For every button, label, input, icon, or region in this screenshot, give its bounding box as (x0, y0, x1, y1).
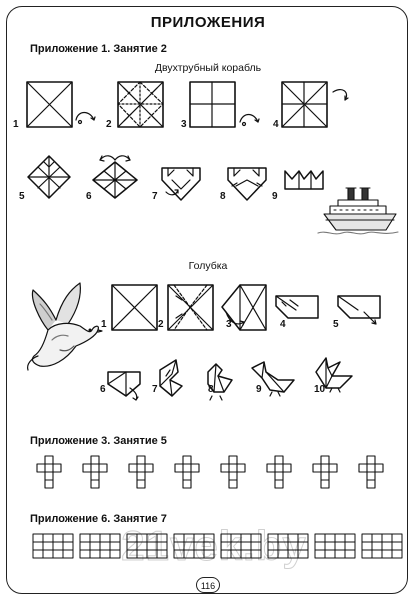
ship-fold-1 (27, 82, 72, 127)
dove-fold-2 (168, 285, 213, 330)
rotate-arrow-icon (333, 90, 348, 100)
dove-step-5: 5 (333, 319, 339, 330)
ship-step-8: 8 (220, 191, 226, 202)
ship-fold-7 (162, 168, 200, 200)
dove-step-4: 4 (280, 319, 286, 330)
dove-fold-7 (160, 360, 182, 396)
dove-fold-9 (252, 362, 294, 396)
dove-step-9: 9 (256, 384, 262, 395)
ship-fold-6 (93, 156, 137, 198)
ship-step-4: 4 (273, 119, 279, 130)
ship-caption: Двухтрубный корабль (154, 62, 262, 74)
ship-fold-8 (228, 168, 266, 200)
ship-fold-5 (28, 156, 70, 198)
ship-step-9: 9 (272, 191, 278, 202)
ship-fold-9 (285, 171, 323, 189)
cube-nets (37, 456, 383, 488)
dove-step-6: 6 (100, 384, 106, 395)
dove-fold-6 (108, 372, 140, 400)
page-title: ПРИЛОЖЕНИЯ (150, 14, 266, 31)
dove-step-3: 3 (226, 319, 232, 330)
grid-tables (33, 534, 402, 558)
dove-illustration (28, 283, 102, 370)
dove-fold-8 (208, 364, 232, 400)
ship-step-7: 7 (152, 191, 158, 202)
ship-illustration (318, 188, 398, 234)
flip-arrow-icon (240, 115, 259, 126)
dove-caption: Голубка (188, 260, 228, 272)
dove-fold-10 (316, 358, 352, 392)
page-number: 116 (196, 577, 220, 593)
ship-step-5: 5 (19, 191, 25, 202)
dove-fold-4 (276, 296, 318, 318)
dove-step-2: 2 (158, 319, 164, 330)
dove-fold-3 (222, 285, 266, 330)
flip-arrow-icon (76, 113, 95, 124)
ship-fold-2 (118, 82, 163, 127)
dove-fold-1 (112, 285, 157, 330)
dove-step-10: 10 (314, 384, 326, 395)
section4-heading: Приложение 6. Занятие 7 (30, 513, 167, 525)
dove-step-8: 8 (208, 384, 214, 395)
dove-step-1: 1 (101, 319, 107, 330)
dove-fold-5 (338, 296, 380, 324)
dove-step-7: 7 (152, 384, 158, 395)
section1-heading: Приложение 1. Занятие 2 (30, 43, 167, 55)
ship-fold-3 (190, 82, 235, 127)
watermark: 21vek.by (121, 522, 307, 569)
ship-fold-4 (282, 82, 327, 127)
ship-step-3: 3 (181, 119, 187, 130)
ship-step-2: 2 (106, 119, 112, 130)
ship-step-6: 6 (86, 191, 92, 202)
ship-step-1: 1 (13, 119, 19, 130)
section3-heading: Приложение 3. Занятие 5 (30, 435, 167, 447)
